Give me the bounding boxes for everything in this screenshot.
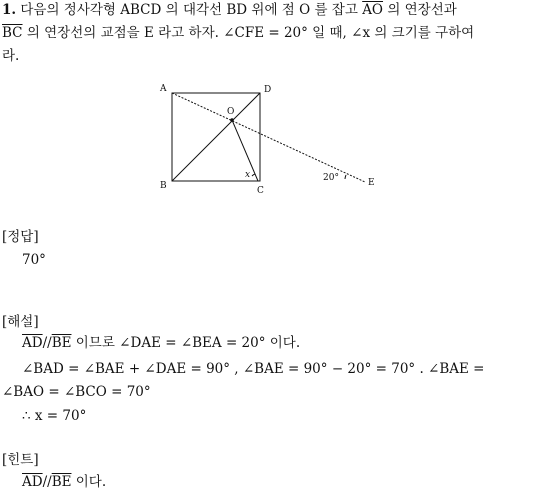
label-20: 20° <box>323 173 339 183</box>
solution-line-1 <box>22 334 300 352</box>
label-x: x <box>245 170 251 180</box>
label-c: C <box>257 186 264 196</box>
problem-number: 1. <box>2 2 17 18</box>
angle-20-arc <box>345 175 346 179</box>
hint-parallel-sign: // <box>42 474 52 490</box>
hint-segment-ad: $\overline{AD}$ <box>22 474 43 490</box>
answer-header: [정답] <box>2 229 39 245</box>
square-figure <box>0 0 535 210</box>
segment-ad: $\overline{AD}$ <box>22 335 43 351</box>
solution-line-4: ∴ x = 70° <box>22 408 87 424</box>
angle-x-arc <box>252 174 255 176</box>
parallel-sign: // <box>42 335 52 351</box>
answer-value: 70° <box>22 252 46 268</box>
segment-bc: $\overline{BC}$ <box>2 25 23 41</box>
diagonal-bd <box>172 93 260 181</box>
label-b: B <box>160 181 167 191</box>
hint-line <box>22 473 106 491</box>
segment-ao: $\overline{AO}$ <box>362 2 384 18</box>
label-d: D <box>264 85 272 95</box>
point-o <box>230 118 234 122</box>
solution-line-3: ∠BAO = ∠BCO = 70° <box>2 384 151 400</box>
solution-text-1: 이므로 ∠DAE = ∠BEA = 20° 이다. <box>75 335 301 351</box>
problem-text-1b: 의 연장선과 <box>387 2 457 18</box>
hint-text: 이다. <box>75 474 107 490</box>
problem-line-3: 라. <box>2 48 20 64</box>
segment-be: $\overline{BE}$ <box>51 335 72 351</box>
problem-text-2b: 의 연장선의 교점을 E 라고 하자. ∠CFE = 20° 일 때, ∠x 의 크기를 구하여 <box>26 25 475 41</box>
hint-segment-be: $\overline{BE}$ <box>51 474 72 490</box>
hint-header: [힌트] <box>2 452 39 468</box>
problem-text-1a: 다음의 정사각형 ABCD 의 대각선 BD 위에 점 O 를 잡고 <box>20 2 358 18</box>
solution-header: [해설] <box>2 314 39 330</box>
solution-line-2: ∠BAD = ∠BAE + ∠DAE = 90° , ∠BAE = 90° − 20° = 70° . ∠BAE = <box>22 361 485 377</box>
label-a: A <box>160 84 167 94</box>
line-ae <box>172 93 365 182</box>
label-e: E <box>368 178 375 188</box>
label-o: O <box>227 107 235 117</box>
